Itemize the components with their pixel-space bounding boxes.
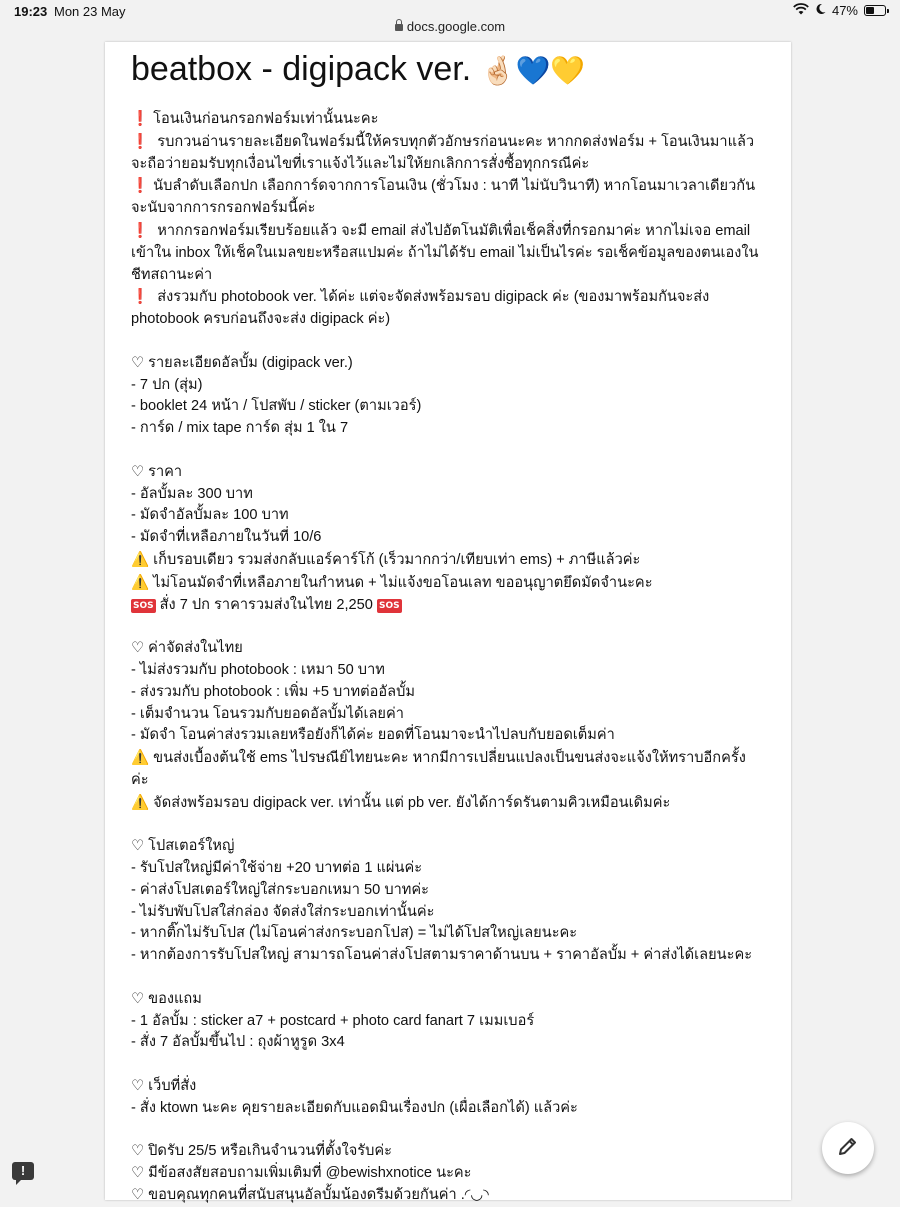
status-indicators xyxy=(793,3,886,18)
pencil-icon xyxy=(837,1135,859,1162)
line-text: นับลำดับเลือกปก เลือกการ์ดจากการโอนเงิน (ชั่วโมง : นาที ไม่นับวินาที) หากโอนมาเวลาเดียวกัน xyxy=(153,178,756,195)
line-text: จัดส่งพร้อมรอบ digipack ver. เท่านั้น แต่ pb ver. ยังได้การ์ดรันตามคิวเหมือนเดิมค่ะ xyxy=(153,794,671,811)
exclamation-icon: ❗ xyxy=(131,221,150,239)
document-line xyxy=(131,880,781,902)
document-line xyxy=(131,638,781,660)
document-line xyxy=(131,265,781,287)
battery-fill xyxy=(866,7,874,14)
document-line xyxy=(131,220,781,243)
warning-icon: ⚠️ xyxy=(131,793,150,811)
blank-line xyxy=(131,616,781,638)
lock-icon xyxy=(395,24,403,31)
line-text: สั่ง 7 ปก ราคารวมส่งในไทย 2,250 xyxy=(159,596,373,613)
document-line xyxy=(131,902,781,924)
line-text: - อัลบั้มละ 300 บาท xyxy=(131,485,253,502)
url-text: docs.google.com xyxy=(406,19,506,35)
line-text: - ไม่รับพับโปสใส่กล่อง จัดส่งใส่กระบอกเท่านั้นค่ะ xyxy=(131,903,435,920)
line-text: ♡ โปสเตอร์ใหญ่ xyxy=(131,838,235,855)
document-line xyxy=(131,549,781,572)
title-emoji: 🤞🏻💙💛 xyxy=(480,54,586,87)
document-line xyxy=(131,572,781,595)
blank-line xyxy=(131,1054,781,1076)
document-line xyxy=(131,792,781,815)
line-text: เข้าใน inbox ให้เช็คในเมลขยะหรือสแปมค่ะ ถ้าไม่ได้รับ email ไม่เป็นไรค่ะ รอเช็คข้อมูลของตนเองใน xyxy=(131,244,759,261)
edit-button[interactable] xyxy=(822,1122,874,1174)
sos-icon: SOS xyxy=(378,600,400,611)
document-line xyxy=(131,770,781,792)
line-text: เก็บรอบเดียว รวมส่งกลับแอร์คาร์โก้ (เร็วมากกว่า/เทียบเท่า ems) + ภาษีแล้วค่ะ xyxy=(153,551,641,568)
document-title xyxy=(131,50,585,89)
document-line xyxy=(131,1032,781,1054)
document-line xyxy=(131,396,781,418)
document-line xyxy=(131,923,781,945)
line-text: ♡ ขอบคุณทุกคนที่สนับสนุนอัลบั้มน้องดรีมด้วยกันค่า .◜◡◝ xyxy=(131,1187,489,1204)
document-page[interactable] xyxy=(105,42,791,1204)
document-line xyxy=(131,527,781,549)
line-text: ♡ มีข้อสงสัยสอบถามเพิ่มเติมที่ @bewishxnotice นะคะ xyxy=(131,1165,472,1182)
line-text: ค่ะ xyxy=(131,771,149,788)
document-line xyxy=(131,1185,781,1207)
document-line xyxy=(131,1011,781,1033)
blank-line xyxy=(131,440,781,462)
status-date: Mon 23 May xyxy=(54,4,126,19)
line-text: ส่งรวมกับ photobook ver. ได้ค่ะ แต่จะจัดส่งพร้อมรอบ digipack ค่ะ (ของมาพร้อมกันจะส่ง xyxy=(153,289,710,306)
line-text: - 1 อัลบั้ม : sticker a7 + postcard + photo card fanart 7 เมมเบอร์ xyxy=(131,1012,535,1029)
exclamation-icon: ❗ xyxy=(131,177,150,195)
document-line xyxy=(131,1098,781,1120)
line-text: ♡ ค่าจัดส่งในไทย xyxy=(131,640,243,657)
document-line xyxy=(131,595,781,617)
document-line xyxy=(131,725,781,747)
line-text: โอนเงินก่อนกรอกฟอร์มเท่านั้นนะคะ xyxy=(153,111,379,127)
document-line xyxy=(131,704,781,726)
blank-line xyxy=(131,1120,781,1142)
line-text: - ไม่ส่งรวมกับ photobook : เหมา 50 บาท xyxy=(131,661,385,678)
line-text: ♡ ราคา xyxy=(131,463,183,480)
warning-icon: ⚠️ xyxy=(131,749,150,767)
document-line xyxy=(131,1141,781,1163)
line-text: หากกรอกฟอร์มเรียบร้อยแล้ว จะมี email ส่งไปอัตโนมัติเพื่อเช็คสิ่งที่กรอกมาค่ะ หากไม่เจอ email xyxy=(153,222,751,239)
document-line xyxy=(131,108,781,131)
line-text: รบกวนอ่านรายละเอียดในฟอร์มนี้ให้ครบทุกตัวอักษรก่อนนะคะ หากกดส่งฟอร์ม + โอนเงินมาแล้ว xyxy=(153,133,755,150)
line-text: - เต็มจำนวน โอนรวมกับยอดอัลบั้มได้เลยค่า xyxy=(131,705,404,722)
document-line xyxy=(131,1076,781,1098)
line-text: ขนส่งเบื้องต้นใช้ ems ไปรษณีย์ไทยนะคะ หากมีการเปลี่ยนแปลงเป็นขนส่งจะแจ้งให้ทราบอีกครั้ง xyxy=(153,750,746,767)
line-text: ♡ รายละเอียดอัลบั้ม (digipack ver.) xyxy=(131,354,353,371)
line-text: - ค่าส่งโปสเตอร์ใหญ่ใส่กระบอกเหมา 50 บาทค่ะ xyxy=(131,881,430,898)
document-line xyxy=(131,375,781,397)
battery-icon xyxy=(864,5,886,16)
line-text: - มัดจำอัลบั้มละ 100 บาท xyxy=(131,507,289,524)
document-title-text: beatbox - digipack ver. xyxy=(131,50,472,88)
document-line xyxy=(131,462,781,484)
warning-icon: ⚠️ xyxy=(131,550,150,568)
document-line xyxy=(131,1163,781,1185)
document-line xyxy=(131,660,781,682)
document-line xyxy=(131,175,781,198)
line-text: - 7 ปก (สุ่ม) xyxy=(131,376,203,393)
exclamation-icon: ❗ xyxy=(131,110,150,127)
document-line xyxy=(131,131,781,154)
line-text: จะนับจากการกรอกฟอร์มนี้ค่ะ xyxy=(131,200,316,217)
line-text: - booklet 24 หน้า / โปสพับ / sticker (ตามเวอร์) xyxy=(131,398,422,415)
battery-percent: 47% xyxy=(831,3,858,18)
document-line xyxy=(131,309,781,331)
line-text: - มัดจำที่เหลือภายในวันที่ 10/6 xyxy=(131,529,322,546)
line-text: - สั่ง ktown นะคะ คุยรายละเอียดกับแอดมินเรื่องปก (เผื่อเลือกได้) แล้วค่ะ xyxy=(131,1099,578,1116)
line-text: ♡ ของแถม xyxy=(131,990,202,1007)
line-text: ชีทสถานะค่า xyxy=(131,266,213,283)
document-line xyxy=(131,198,781,220)
line-text: ♡ ปิดรับ 25/5 หรือเกินจำนวนที่ตั้งใจรับค่ะ xyxy=(131,1143,393,1160)
wifi-icon xyxy=(793,3,809,18)
line-text: - ส่งรวมกับ photobook : เพิ่ม +5 บาทต่ออัลบั้ม xyxy=(131,683,415,700)
document-line xyxy=(131,858,781,880)
exclamation-icon: ❗ xyxy=(131,132,150,150)
document-line xyxy=(131,286,781,309)
document-line xyxy=(131,418,781,440)
line-text: - หากติ๊กไม่รับโปส (ไม่โอนค่าส่งกระบอกโปส) = ไม่ได้โปสใหญ่เลยนะคะ xyxy=(131,925,578,942)
exclamation-icon: ❗ xyxy=(131,288,150,306)
feedback-icon[interactable]: ! xyxy=(12,1162,34,1180)
line-text: - หากต้องการรับโปสใหญ่ สามารถโอนค่าส่งโปสตามราคาด้านบน + ราคาอัลบั้ม + ค่าส่งได้เลยนะคะ xyxy=(131,947,753,964)
line-text: ไม่โอนมัดจำที่เหลือภายในกำหนด + ไม่แจ้งขอโอนเลท ขออนุญาตยึดมัดจำนะคะ xyxy=(153,574,653,591)
document-line xyxy=(131,747,781,770)
document-line xyxy=(131,243,781,265)
url-bar[interactable] xyxy=(0,18,900,40)
line-text: - รับโปสใหญ่มีค่าใช้จ่าย +20 บาทต่อ 1 แผ่นค่ะ xyxy=(131,860,423,877)
document-line xyxy=(131,989,781,1011)
blank-line xyxy=(131,815,781,837)
document-line xyxy=(131,682,781,704)
document-line xyxy=(131,505,781,527)
blank-line xyxy=(131,967,781,989)
blank-line xyxy=(131,331,781,353)
document-line xyxy=(131,836,781,858)
status-time: 19:23 xyxy=(14,4,48,19)
line-text: - มัดจำ โอนค่าส่งรวมเลยหรือยังก็ได้ค่ะ ยอดที่โอนมาจะนำไปลบกับยอดเต็มค่า xyxy=(131,727,615,744)
line-text: ♡ เว็บที่สั่ง xyxy=(131,1078,197,1095)
document-body[interactable] xyxy=(131,108,781,1207)
document-line xyxy=(131,154,781,176)
document-line xyxy=(131,945,781,967)
line-text: จะถือว่ายอมรับทุกเงื่อนไขที่เราแจ้งไว้และไม่ให้ยกเลิกการสั่งซื้อทุกกรณีค่ะ xyxy=(131,155,590,172)
sos-icon: SOS xyxy=(133,600,154,611)
line-text: - การ์ด / mix tape การ์ด สุ่ม 1 ใน 7 xyxy=(131,420,349,437)
warning-icon: ⚠️ xyxy=(131,573,150,591)
line-text: - สั่ง 7 อัลบั้มขึ้นไป : ถุงผ้าหูรูด 3x4 xyxy=(131,1034,345,1051)
moon-icon xyxy=(815,3,826,18)
line-text: photobook ครบก่อนถึงจะส่ง digipack ค่ะ) xyxy=(131,311,391,328)
document-line xyxy=(131,353,781,375)
document-line xyxy=(131,484,781,506)
